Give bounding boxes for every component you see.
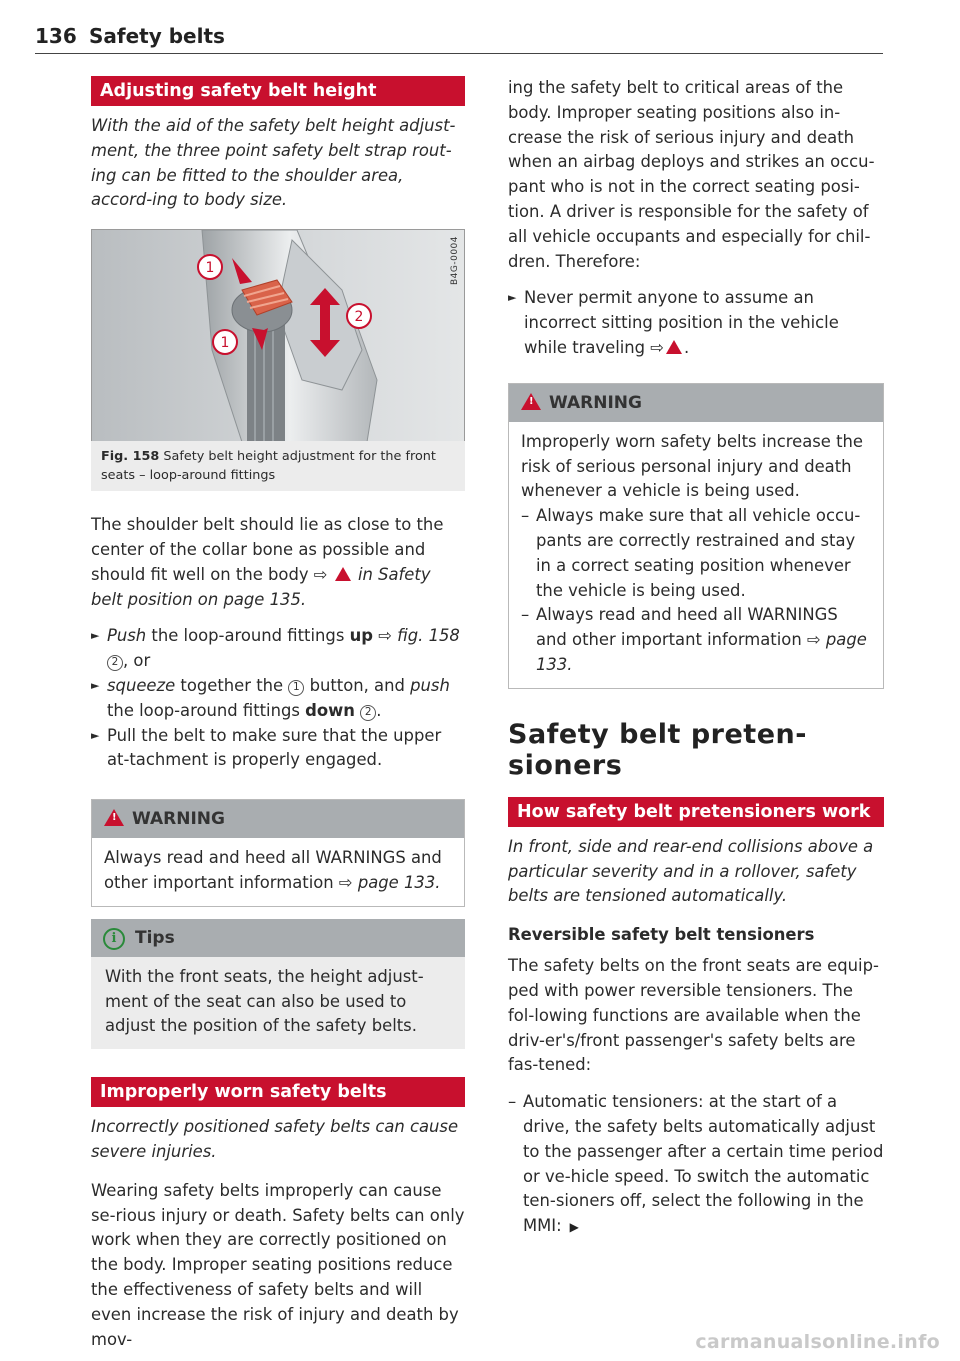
link-fig-158[interactable]: ⇨ fig. 158 — [378, 626, 460, 646]
warning-body-1 — [92, 838, 464, 906]
figure-caption — [91, 441, 465, 491]
belt-illustration — [92, 230, 465, 441]
para-reversible: The safety belts on the front seats are equip-ped with power reversible tensioners. The fol-lowing functions are available when the driv-er's/front passenger's safety belts are fas-tened: — [508, 956, 879, 1075]
continue-arrow-icon: ▶ — [569, 1220, 579, 1235]
figure-label: Fig. 158 — [101, 449, 160, 465]
bullet-push-text: the loop-around fittings — [151, 626, 345, 646]
warning-header-1 — [92, 800, 464, 838]
section-heading-adjusting: Adjusting safety belt height — [91, 76, 465, 106]
link-page-133-b[interactable]: ⇨ page 133. — [536, 630, 867, 674]
bullet-push-up-word: up — [349, 626, 373, 646]
callout-1-bottom: 1 — [220, 335, 230, 352]
warning-triangle-icon-b — [666, 340, 682, 354]
figure-code: B4G-0004 — [450, 236, 460, 286]
para-shoulder-belt-text: The shoulder belt should lie as close to the center of the collar bone as possible and should fit well on the body ⇨ — [91, 515, 444, 584]
bullet-squeeze: ► squeeze together the 1 button, and push the loop-around fittings down 2 . — [91, 674, 465, 724]
tips-box — [91, 919, 465, 1049]
link-safety-belt-position[interactable]: in Safety belt position on page 135. — [91, 564, 431, 609]
right-column — [508, 76, 884, 1240]
left-column — [91, 76, 465, 1352]
bullet-or: , or — [123, 651, 151, 671]
figure-belt-height — [91, 229, 465, 441]
bullet-push-word: Push — [107, 626, 147, 646]
bullet-squeeze-word: squeeze — [107, 675, 176, 695]
warning-title-2: WARNING — [549, 392, 642, 413]
warning-dash-1: – Always make sure that all vehicle occu-pants are correctly restrained and stay in a correct seating position whenever the vehicle is being used. — [521, 504, 871, 603]
bullet-pull: ► Pull the belt to make sure that the upper at-tachment is properly engaged. — [91, 724, 465, 774]
callout-2-icon-b: 2 — [360, 705, 376, 721]
warning-intro-2: Improperly worn safety belts increase the risk of serious personal injury and death whenever a vehicle is being used. — [521, 431, 863, 501]
figure-caption-text: Safety belt height adjustment for the front seats – loop-around fittings — [101, 449, 436, 484]
callout-1-top: 1 — [205, 260, 215, 277]
bullet-button-text: button, and — [309, 675, 405, 695]
bullet-loop-text: the loop-around fittings — [107, 700, 300, 720]
page-number: 136 — [35, 24, 77, 48]
warning-box-2 — [508, 383, 884, 689]
intro-adjusting: With the aid of the safety belt height adjust-ment, the three point safety belt strap rout-ing can be fitted to the shoulder area, accord-ing to body size. — [91, 116, 456, 210]
warning-title-1: WARNING — [132, 809, 225, 830]
tips-header — [91, 919, 465, 957]
page-header — [35, 22, 883, 54]
section-heading-how: How safety belt pretensioners work — [508, 797, 884, 827]
warning-text-1: Always read and heed all WARNINGS and other important information — [104, 848, 442, 892]
warning-dash-2 — [521, 603, 871, 677]
warning-body-2 — [509, 422, 883, 688]
dash-automatic — [508, 1090, 884, 1240]
warning-header-2 — [509, 384, 883, 422]
tips-title: Tips — [135, 927, 175, 948]
tips-body — [91, 957, 465, 1049]
intro-improperly: Incorrectly positioned safety belts can cause severe injuries. — [91, 1117, 459, 1161]
section-title-pretensioners: Safety belt preten-sioners — [508, 718, 807, 781]
warning-triangle-icon — [335, 567, 351, 581]
watermark: carmanualsonline.info — [695, 1331, 940, 1353]
para-continued: ing the safety belt to critical areas of the body. Improper seating positions also in-crease the risk of serious injury and death when an airbag deploys and strikes an occu-pant who is not in the correct seating posi-tion. A driver is responsible for the safety of all vehicle occupants and especially for chil-dren. Therefore: — [508, 78, 875, 271]
warning-icon: ! — [104, 809, 124, 826]
bullet-push-up — [91, 624, 465, 674]
bullet-down-word: down — [305, 700, 355, 720]
warning-icon-2: ! — [521, 393, 541, 410]
warning-box-1 — [91, 799, 465, 907]
bullet-never: ► Never permit anyone to assume an incorrect sitting position in the vehicle while traveling ⇨ . — [508, 286, 884, 360]
subheading-reversible: Reversible safety belt tensioners — [508, 925, 815, 945]
intro-how: In front, side and rear-end collisions above a particular severity and in a rollover, safety belts are tensioned automatically. — [508, 836, 874, 906]
link-page-133[interactable]: ⇨ page 133. — [338, 872, 441, 892]
callout-2-icon: 2 — [107, 655, 123, 671]
callout-1-icon: 1 — [288, 680, 304, 696]
warning-dash-2-text: Always read and heed all WARNINGS and other important information — [536, 605, 838, 650]
section-heading-improperly: Improperly worn safety belts — [91, 1077, 465, 1107]
info-icon: i — [103, 928, 125, 950]
callout-2: 2 — [354, 309, 364, 326]
bullet-push2-word: push — [410, 675, 450, 695]
dash-automatic-text: Automatic tensioners: at the start of a drive, the safety belts automatically adjust to the passenger after a certain time period or ve-hicle speed. To switch the automatic ten-sioners off, select the following in the MMI: — [523, 1092, 884, 1236]
running-title: Safety belts — [89, 24, 225, 48]
tips-text: With the front seats, the height adjust-ment of the seat can also be used to adjust the position of the safety belts. — [105, 966, 424, 1036]
bullet-squeeze-text: together the — [180, 675, 284, 695]
para-wearing: Wearing safety belts improperly can cause se-rious injury or death. Safety belts can only work when they are correctly positioned on the body. Improper seating positions reduce the effectiveness of safety belts and will even increase the risk of injury and death by mov- — [91, 1180, 465, 1349]
bullet-never-text: Never permit anyone to assume an incorrect sitting position in the vehicle while traveling ⇨ — [524, 288, 839, 357]
para-shoulder-belt — [91, 513, 465, 612]
